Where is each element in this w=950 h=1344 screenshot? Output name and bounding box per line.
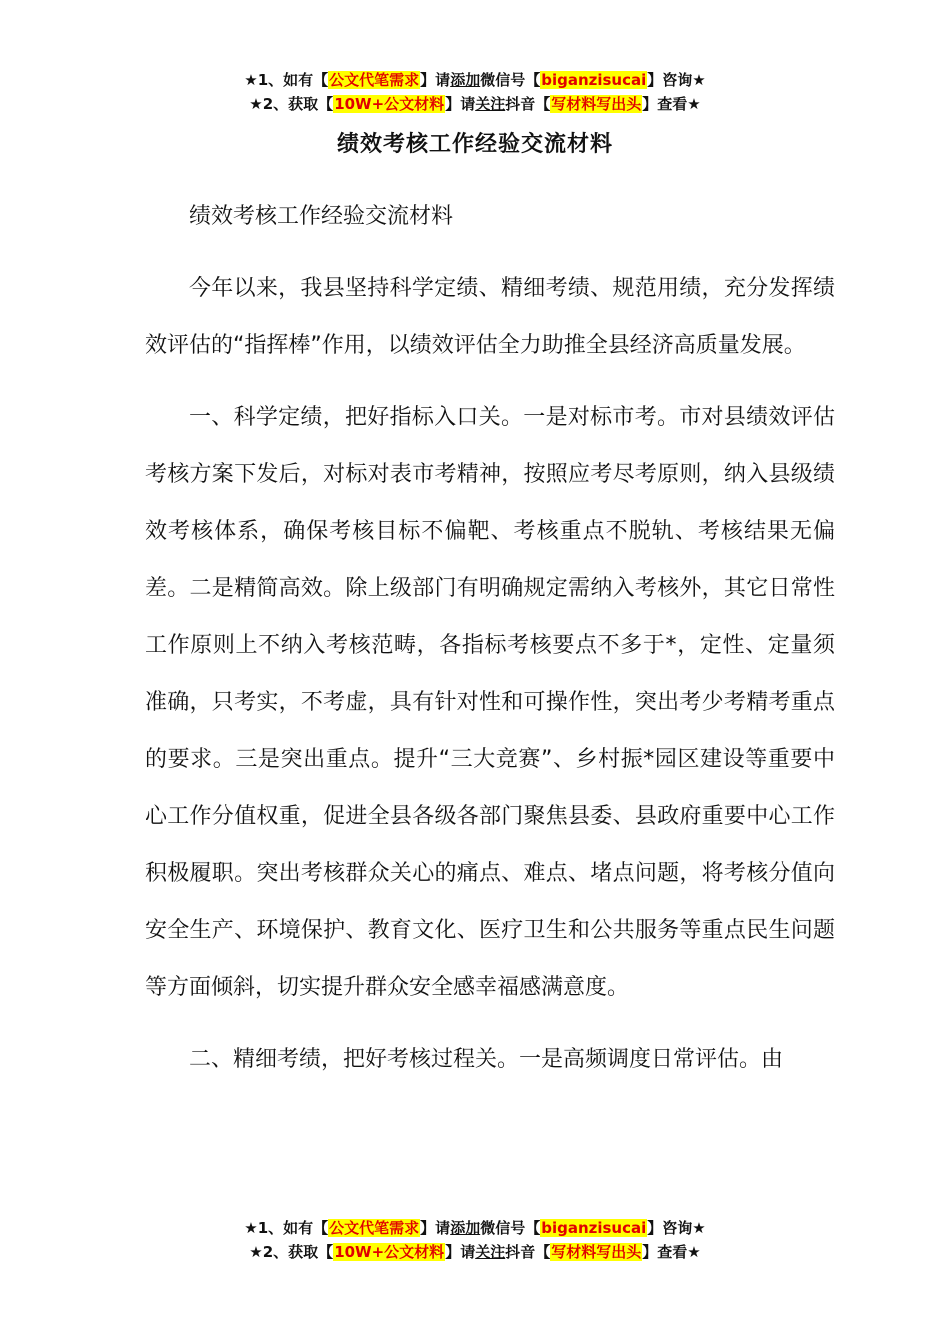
document-body [145, 188, 835, 1088]
banner-highlight: 写材料写出头 [551, 1243, 642, 1261]
banner-highlight: 公文代笔需求 [329, 71, 420, 89]
paragraph: 二、精细考绩，把好考核过程关。一是高频调度日常评估。由 [189, 1047, 784, 1072]
banner-highlight: 写材料写出头 [551, 95, 642, 113]
banner-highlight: 10W+公文材料 [334, 95, 445, 113]
banner-underline: 添加 [450, 1219, 481, 1237]
banner-underline: 添加 [450, 71, 481, 89]
bottom-banner [0, 1216, 950, 1264]
document-title: 绩效考核工作经验交流材料 [336, 132, 613, 157]
banner-line-2: ★2、获取【10W+公文材料】请关注抖音【写材料写出头】查看★ [249, 95, 701, 113]
paragraph: 一、科学定绩，把好指标入口关。一是对标市考。市对县绩效评估考核方案下发后，对标对表市考精神，按照应考尽考原则，纳入县级绩效考核体系，确保考核目标不偏靶、考核重点不脱轨、考核结果无偏差。二是精简高效。除上级部门有明确规定需纳入考核外，其它日常性工作原则上不纳入考核范畴，各指标考核要点不多于*，定性、定量须准确，只考实，不考虚，具有针对性和可操作性，突出考少考精考重点的要求。三是突出重点。提升“三大竞赛”、乡村振*园区建设等重要中心工作分值权重，促进全县各级各部门聚焦县委、县政府重要中心工作积极履职。突出考核群众关心的痛点、难点、堵点问题，将考核分值向安全生产、环境保护、教育文化、医疗卫生和公共服务等重点民生问题等方面倾斜，切实提升群众安全感幸福感满意度。 [145, 405, 835, 1000]
top-banner [0, 68, 950, 116]
paragraph: 今年以来，我县坚持科学定绩、精细考绩、规范用绩，充分发挥绩效评估的“指挥棒”作用，以绩效评估全力助推全县经济高质量发展。 [145, 276, 835, 358]
paragraph: 绩效考核工作经验交流材料 [189, 204, 454, 229]
banner-underline: 关注 [475, 95, 506, 113]
banner-line-2: ★2、获取【10W+公文材料】请关注抖音【写材料写出头】查看★ [249, 1243, 701, 1261]
banner-underline: 关注 [475, 1243, 506, 1261]
banner-line-1: ★1、如有【公文代笔需求】请添加微信号【biganzisucai】咨询★ [244, 71, 706, 89]
banner-highlight: 公文代笔需求 [329, 1219, 420, 1237]
banner-highlight: biganzisucai [541, 71, 647, 89]
banner-highlight: 10W+公文材料 [334, 1243, 445, 1261]
banner-highlight: biganzisucai [541, 1219, 647, 1237]
banner-line-1: ★1、如有【公文代笔需求】请添加微信号【biganzisucai】咨询★ [244, 1219, 706, 1237]
